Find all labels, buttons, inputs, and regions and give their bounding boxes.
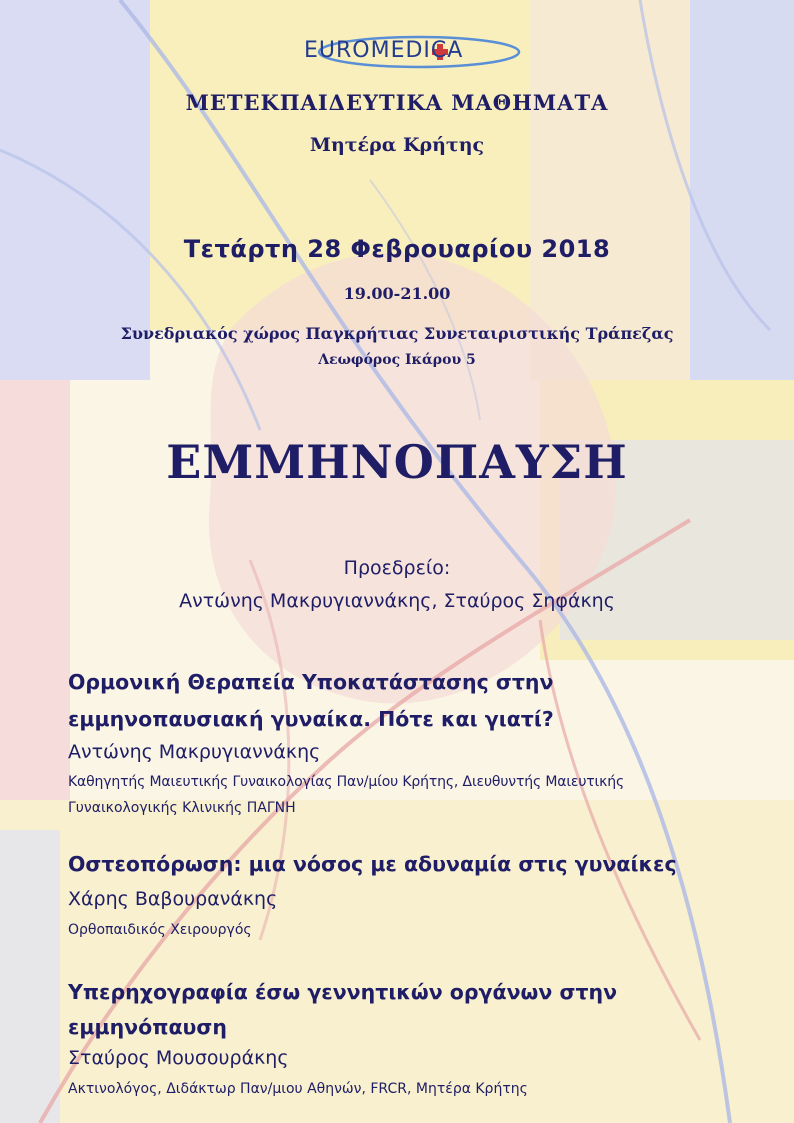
talk-2-title: Οστεοπόρωση: μια νόσος με αδυναμία στις γυναίκες bbox=[68, 852, 677, 876]
talk-1-title-line-1: Ορμονική Θεραπεία Υποκατάστασης στην bbox=[68, 670, 554, 694]
talk-1-speaker: Αντώνης Μακρυγιαννάκης bbox=[68, 741, 321, 763]
talk-3-speaker: Σταύρος Μουσουράκης bbox=[68, 1047, 289, 1069]
talk-1-affiliation-line-2: Γυναικολογικής Κλινικής ΠΑΓΝΗ bbox=[68, 800, 296, 816]
talk-3-title-line-2: εμμηνόπαυση bbox=[68, 1015, 227, 1039]
organizer: Μητέρα Κρήτης bbox=[309, 134, 485, 156]
event-date: Τετάρτη 28 Φεβρουαρίου 2018 bbox=[183, 235, 611, 263]
talk-2-affiliation: Ορθοπαιδικός Χειρουργός bbox=[68, 922, 252, 938]
presidium-names: Αντώνης Μακρυγιαννάκης, Σταύρος Σηφάκης bbox=[179, 590, 615, 612]
event-venue: Συνεδριακός χώρος Παγκρήτιας Συνεταιριστικής Τράπεζας bbox=[120, 324, 674, 343]
presidium-label: Προεδρείο: bbox=[343, 557, 451, 579]
series-title: ΜΕΤΕΚΠΑΙΔΕΥΤΙΚΑ ΜΑΘΗΜΑΤΑ bbox=[185, 90, 609, 115]
euromedica-logo bbox=[294, 30, 524, 74]
talk-3-affiliation: Ακτινολόγος, Διδάκτωρ Παν/μιου Αθηνών, FRCR, Μητέρα Κρήτης bbox=[68, 1081, 528, 1097]
logo-text: EUROMEDICA bbox=[304, 38, 464, 63]
event-address: Λεωφόρος Ικάρου 5 bbox=[318, 352, 476, 368]
event-time: 19.00-21.00 bbox=[343, 284, 451, 303]
main-title: ΕΜΜΗΝΟΠΑΥΣΗ bbox=[166, 435, 628, 489]
talk-1-title-line-2: εμμηνοπαυσιακή γυναίκα. Πότε και γιατί? bbox=[68, 707, 554, 731]
talk-3-title-line-1: Υπερηχογραφία έσω γεννητικών οργάνων στην bbox=[68, 980, 618, 1004]
talk-2-speaker: Χάρης Βαβουρανάκης bbox=[68, 888, 278, 910]
talk-1-affiliation-line-1: Καθηγητής Μαιευτικής Γυναικολογίας Παν/μίου Κρήτης, Διευθυντής Μαιευτικής bbox=[68, 774, 625, 790]
